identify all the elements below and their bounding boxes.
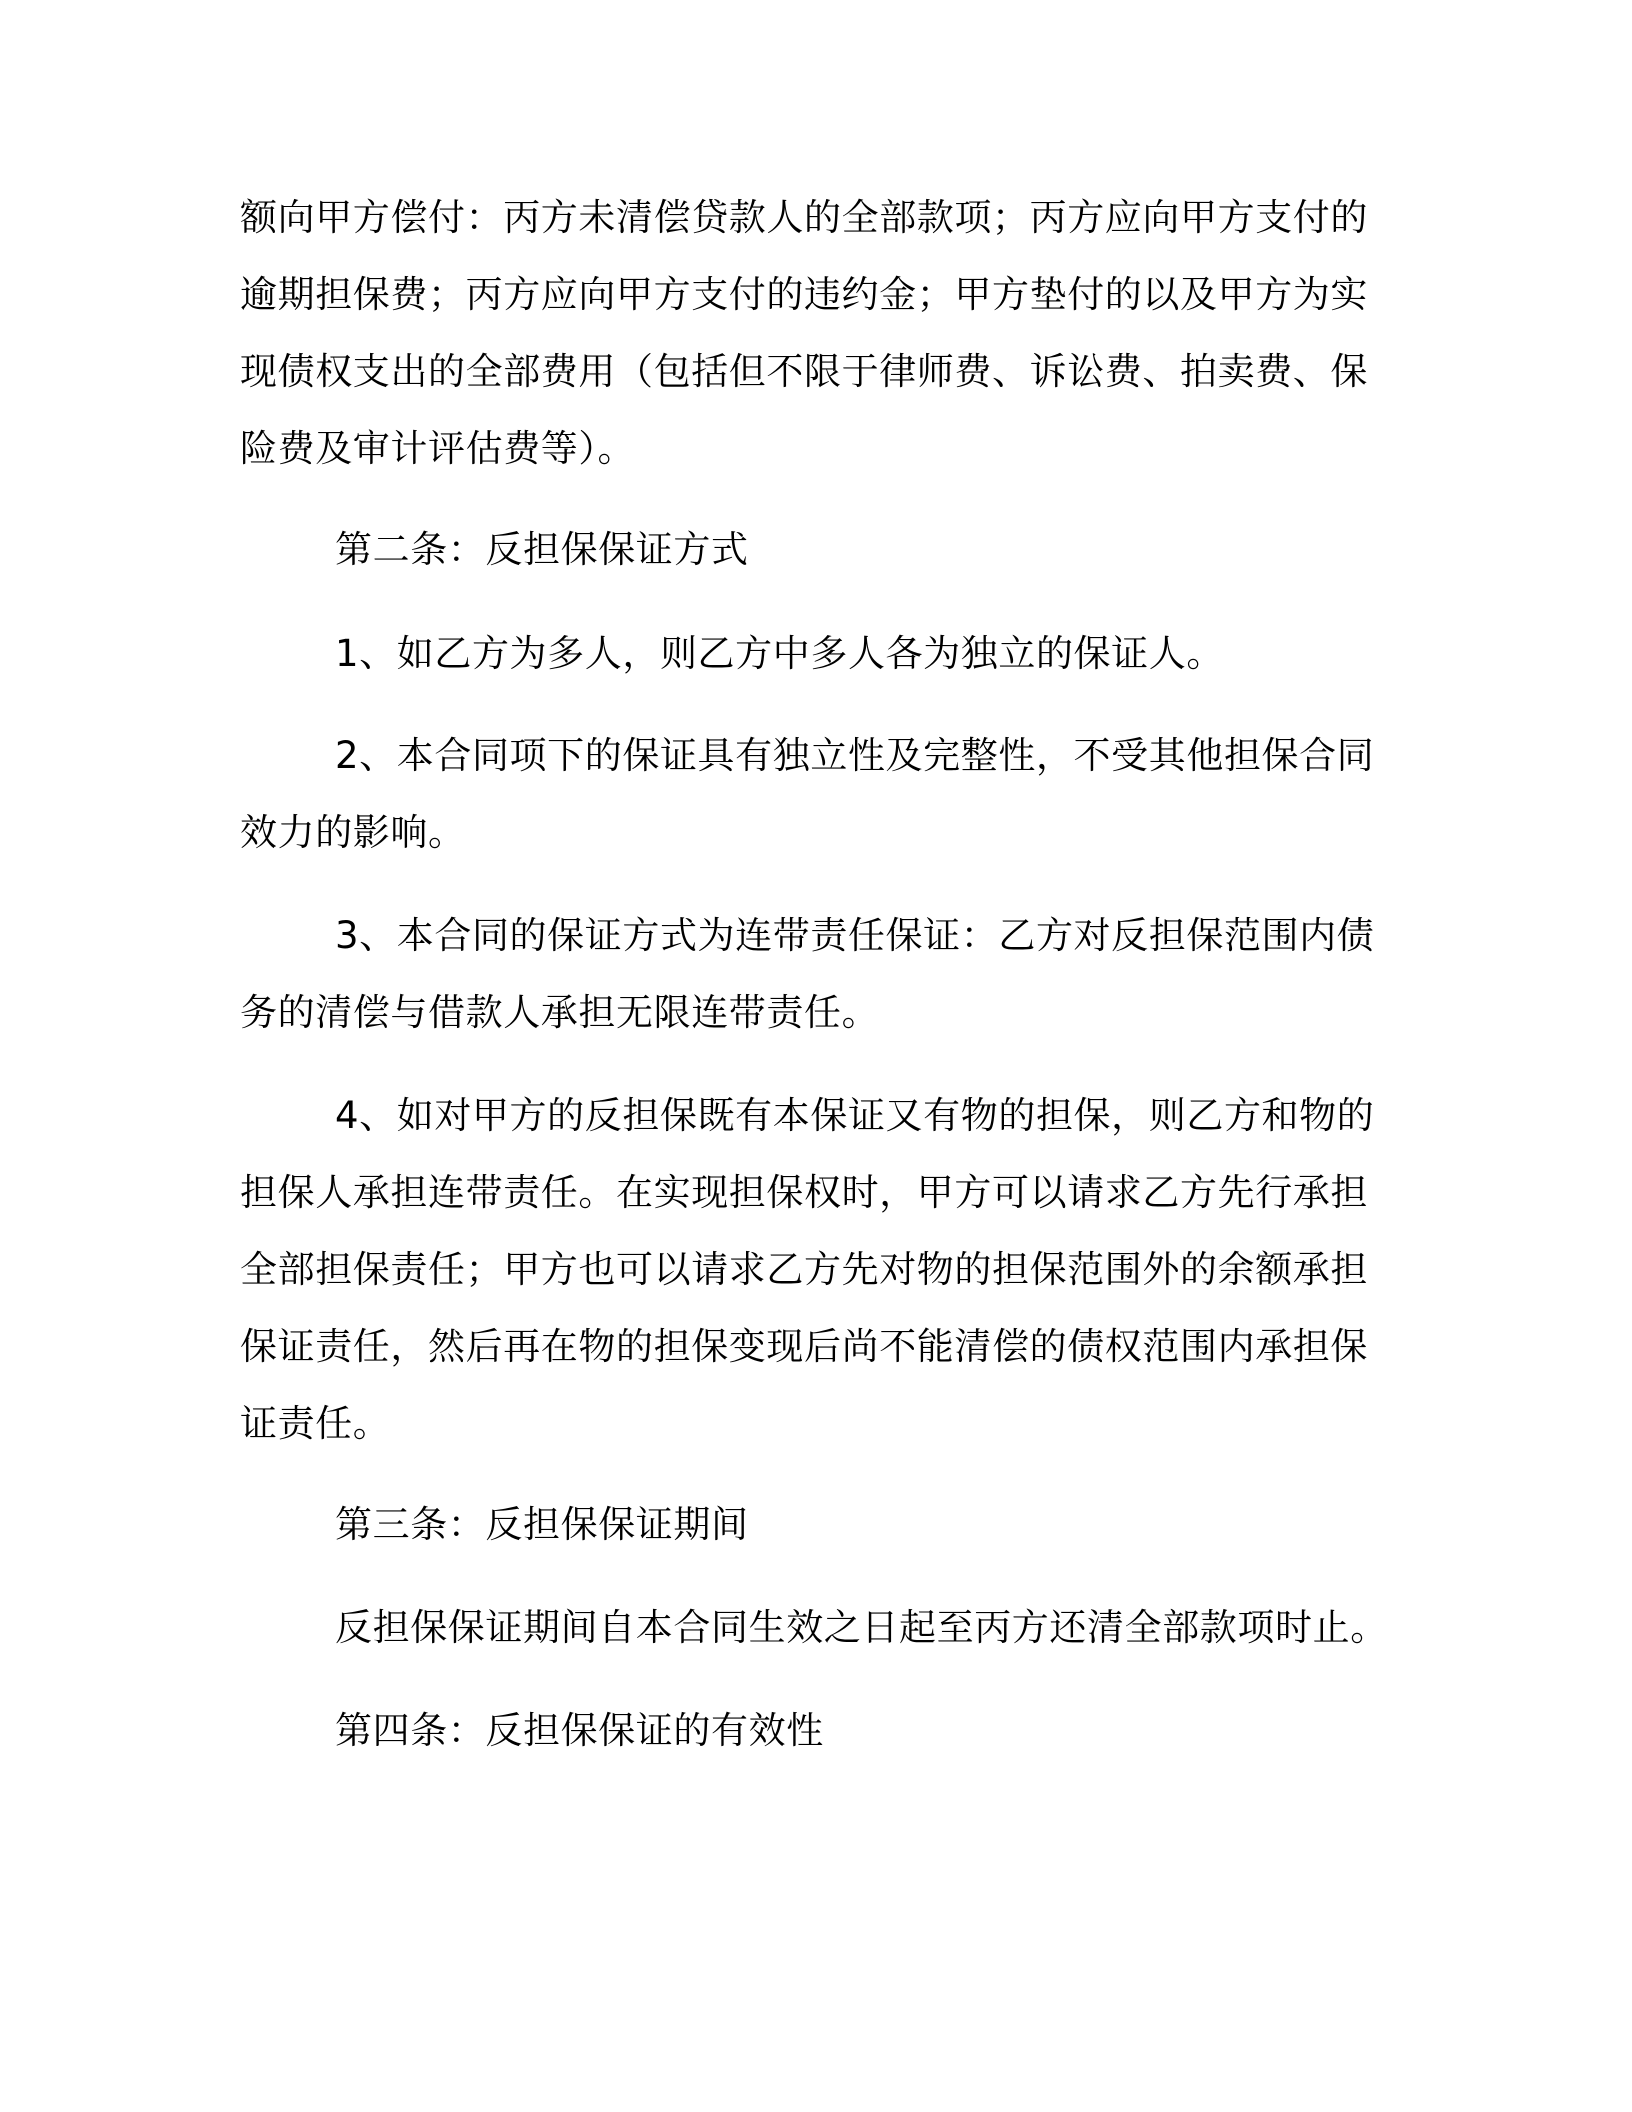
text-line: 额向甲方偿付：丙方未清偿贷款人的全部款项；丙方应向甲方支付的 — [240, 196, 1368, 239]
section-heading-4: 第四条：反担保保证的有效性 — [335, 1709, 824, 1752]
text-line: 反担保保证期间自本合同生效之日起至丙方还清全部款项时止。 — [335, 1606, 1388, 1649]
clause-1: 1、如乙方为多人，则乙方中多人各为独立的保证人。 — [335, 632, 1224, 675]
text-line: 证责任。 — [240, 1402, 391, 1445]
clause-2: 2、本合同项下的保证具有独立性及完整性，不受其他担保合同 — [335, 734, 1375, 777]
text-line: 效力的影响。 — [240, 811, 466, 854]
text-line: 现债权支出的全部费用（包括但不限于律师费、诉讼费、拍卖费、保 — [240, 350, 1368, 393]
section-heading-3: 第三条：反担保保证期间 — [335, 1503, 749, 1546]
clause-4: 4、如对甲方的反担保既有本保证又有物的担保，则乙方和物的 — [335, 1094, 1375, 1137]
text-line: 险费及审计评估费等）。 — [240, 427, 636, 470]
clause-3: 3、本合同的保证方式为连带责任保证：乙方对反担保范围内债 — [335, 914, 1375, 957]
text-line: 全部担保责任；甲方也可以请求乙方先对物的担保范围外的余额承担 — [240, 1248, 1368, 1291]
text-line: 担保人承担连带责任。在实现担保权时，甲方可以请求乙方先行承担 — [240, 1171, 1368, 1214]
text-line: 逾期担保费；丙方应向甲方支付的违约金；甲方垫付的以及甲方为实 — [240, 273, 1368, 316]
text-line: 务的清偿与借款人承担无限连带责任。 — [240, 991, 880, 1034]
section-heading-2: 第二条：反担保保证方式 — [335, 528, 749, 571]
text-line: 保证责任，然后再在物的担保变现后尚不能清偿的债权范围内承担保 — [240, 1325, 1368, 1368]
